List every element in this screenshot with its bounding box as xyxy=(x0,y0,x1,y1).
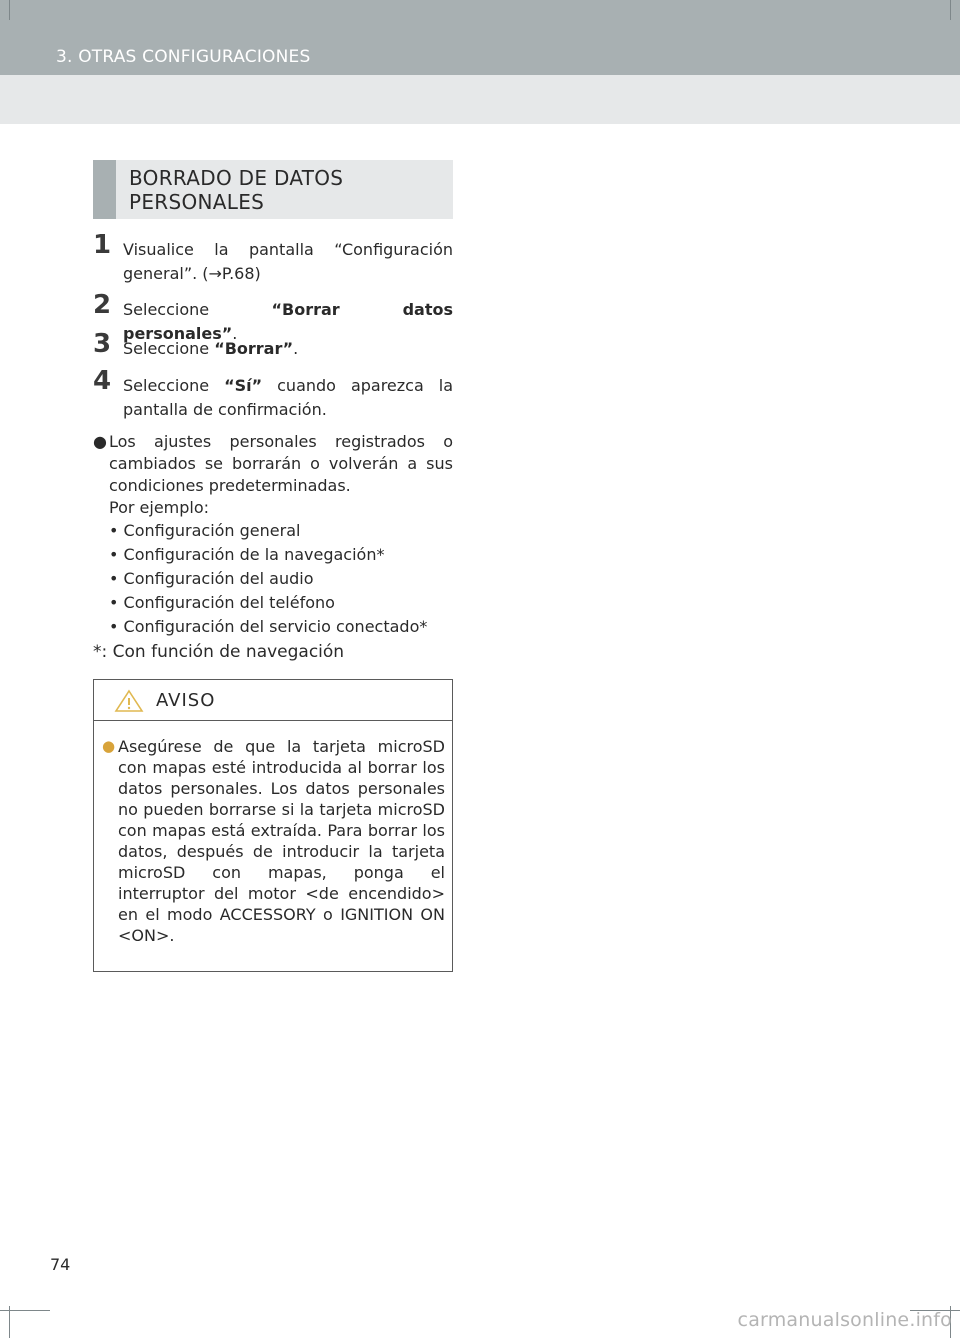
step-3 xyxy=(93,329,453,361)
warning-body xyxy=(102,736,445,946)
step-number: 4 xyxy=(93,366,112,396)
list-item: • Configuración general xyxy=(109,519,453,543)
section-title-line-1: BORRADO DE DATOS xyxy=(129,166,344,190)
footnote: *: Con función de navegación xyxy=(93,642,345,662)
header-bar xyxy=(0,0,960,75)
note-text: Los ajustes personales registrados o cambiados se borrarán o volverán a sus condiciones predeterminadas. xyxy=(109,432,453,495)
step-4 xyxy=(93,366,454,422)
watermark: carmanualsonline.info xyxy=(737,1309,952,1331)
crop-mark-top-left xyxy=(9,0,10,20)
warning-triangle-icon xyxy=(114,689,144,713)
list-item: • Configuración del servicio conectado* xyxy=(109,615,453,639)
step-text: Seleccione “Borrar”. xyxy=(123,339,299,358)
step-text: Seleccione “Borrar datos personales”. xyxy=(123,300,453,343)
warning-text: Asegúrese de que la tarjeta microSD con mapas esté introducida al borrar los datos personales. Los datos personales no pueden borrarse si la tarjeta microSD con mapas está extraída. Para borrar los datos, después de introducir la tarjeta microSD con mapas, ponga el interruptor del motor <de encendido> en el modo ACCESSORY o IGNITION ON <ON>. xyxy=(118,737,445,945)
step-text: Visualice la pantalla “Configuración general”. (→P.68) xyxy=(123,240,453,283)
step-number: 2 xyxy=(93,290,112,320)
list-item: • Configuración de la navegación* xyxy=(109,543,453,567)
step-text: Seleccione “Sí” cuando aparezca la pantalla de confirmación. xyxy=(123,376,454,419)
step-number: 1 xyxy=(93,230,112,260)
bullet-icon: ● xyxy=(102,737,116,755)
step-number: 3 xyxy=(93,329,112,359)
arrow-icon: → xyxy=(208,264,222,283)
section-title-text xyxy=(129,166,343,214)
crop-mark-top-right xyxy=(950,0,951,20)
warning-label: AVISO xyxy=(156,690,216,711)
warning-header xyxy=(94,680,452,721)
step-1 xyxy=(93,230,453,286)
example-label: Por ejemplo: xyxy=(109,498,210,517)
section-title-line-2: PERSONALES xyxy=(129,190,265,214)
crop-mark-bottom-left-h xyxy=(0,1310,50,1311)
example-list xyxy=(93,519,453,639)
section-title xyxy=(93,160,453,219)
list-item: • Configuración del teléfono xyxy=(109,591,453,615)
section-title-tab xyxy=(93,160,116,219)
chapter-title: 3. OTRAS CONFIGURACIONES xyxy=(56,47,311,67)
page-number: 74 xyxy=(50,1255,71,1274)
bullet-icon: ● xyxy=(93,432,107,451)
warning-box xyxy=(93,679,453,972)
list-item: • Configuración del audio xyxy=(109,567,453,591)
info-note xyxy=(93,431,453,639)
